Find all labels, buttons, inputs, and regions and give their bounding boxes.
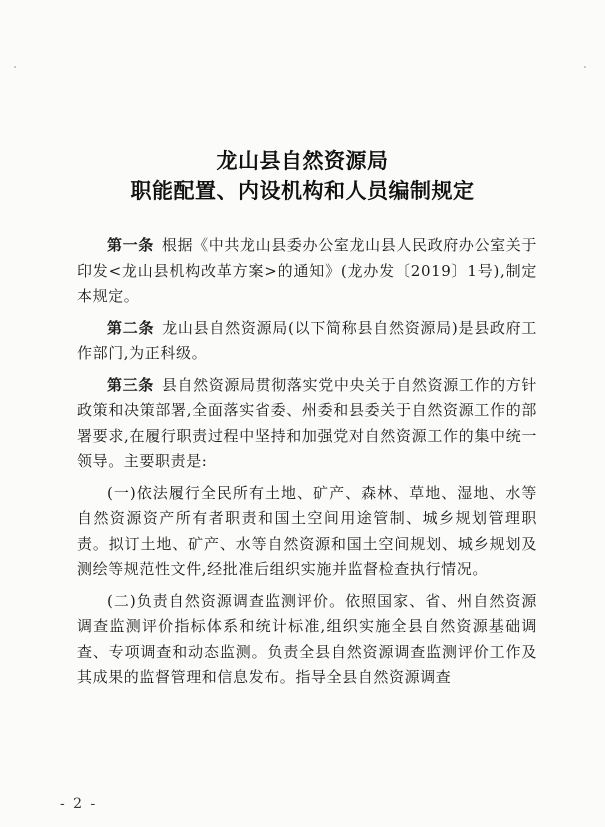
duty-item-2: (二)负责自然资源调查监测评价。依照国家、省、州自然资源调查监测评价指标体系和统计标准,组织实施全县自然资源基础调查、专项调查和动态监测。负责全县自然资源调查监测评价工作及其成果的监督管理和信息发布。指导全县自然资源调查 [77,591,537,686]
duty-item-1: (一)依法履行全民所有土地、矿产、森林、草地、湿地、水等自然资源资产所有者职责和国土空间用途管制、城乡规划管理职责。拟订土地、矿产、水等自然资源和国土空间规划、城乡规划及测绘等规范性文件,经批准后组织实施并监督检查执行情况。 [77,483,537,578]
article-2 [77,316,537,367]
article-label: 第一条 [107,236,154,254]
article-text: 龙山县自然资源局(以下简称县自然资源局)是县政府工作部门,为正科级。 [77,318,537,362]
article-label: 第二条 [107,318,155,337]
article-text: 根据《中共龙山县委办公室龙山县人民政府办公室关于印发<龙山县机构改革方案>的通知》(龙办发〔2019〕1号),制定本规定。 [77,236,537,305]
document-title-line-1: 龙山县自然资源局 [216,149,389,173]
page-number: - 2 - [60,796,98,812]
article-label: 第三条 [107,375,154,394]
article-3 [77,373,537,475]
article-text: 县自然资源局贯彻落实党中央关于自然资源工作的方针政策和决策部署,全面落实省委、州委和县委关于自然资源工作的部署要求,在履行职责过程中坚持和加强党对自然资源工作的集中统一领导。主要职责是: [77,375,537,470]
scan-speck [584,66,586,68]
scan-speck [14,66,16,68]
document-title-line-2: 职能配置、内设机构和人员编制规定 [130,179,475,203]
article-1 [77,233,537,310]
document-body [77,233,537,691]
